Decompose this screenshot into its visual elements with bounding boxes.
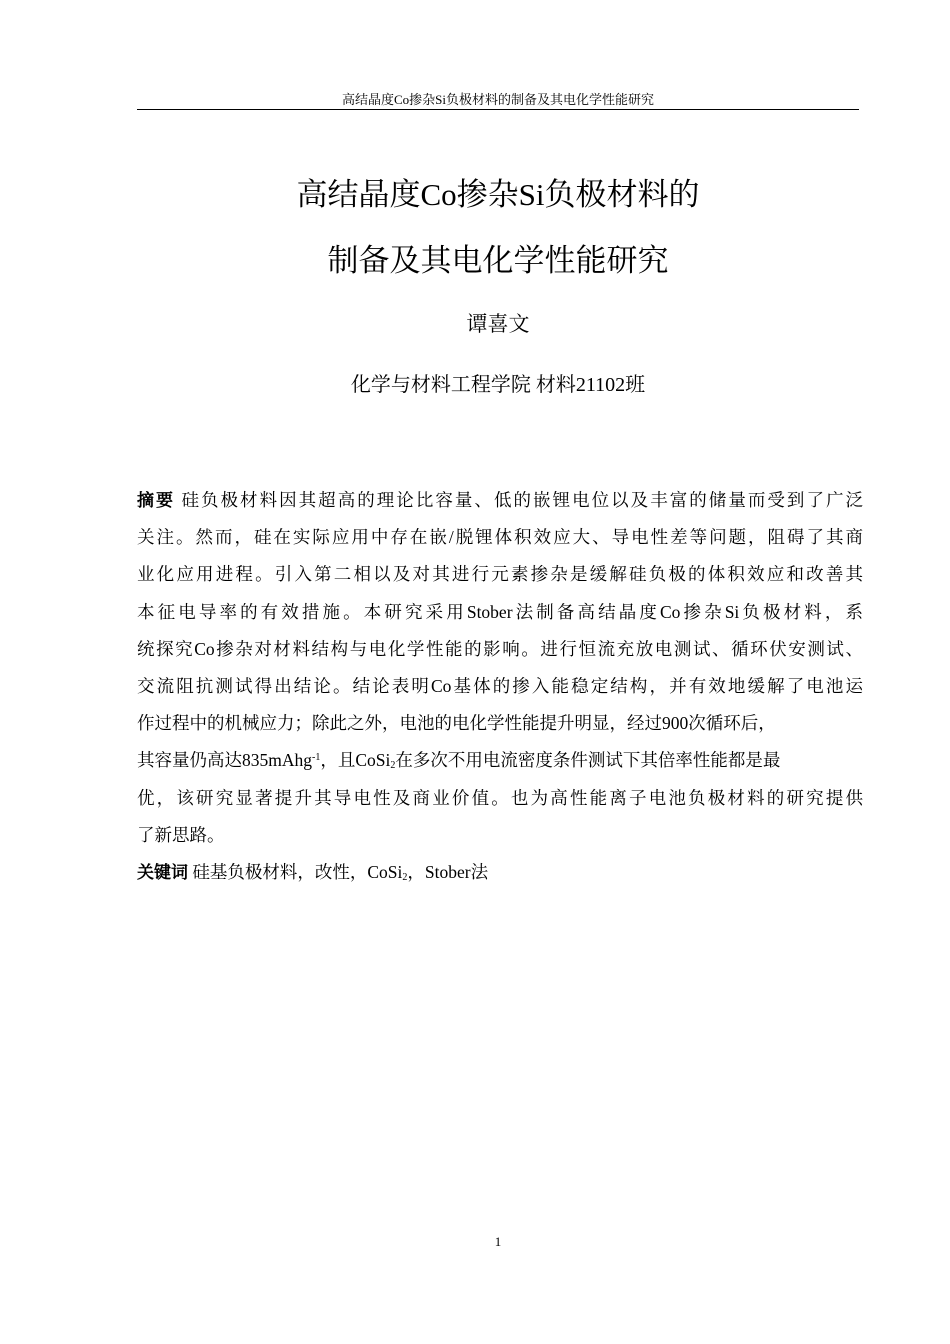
abstract-line: 优，该研究显著提升其导电性及商业价值。也为高性能离子电池负极材料的研究提供 bbox=[137, 787, 863, 808]
abstract-line: 了新思路。 bbox=[137, 824, 225, 845]
author-name: 谭喜文 bbox=[466, 312, 530, 336]
capacity-text: 在多次不用电流密度条件测试下其倍率性能都是最 bbox=[395, 750, 781, 771]
abstract-label: 摘要 bbox=[137, 491, 176, 510]
keywords-label: 关键词 bbox=[137, 862, 188, 882]
abstract-block bbox=[137, 482, 863, 891]
running-header: 高结晶度Co掺杂Si负极材料的制备及其电化学性能研究 bbox=[341, 92, 654, 107]
unit-superscript: -1 bbox=[312, 752, 321, 764]
abstract-line bbox=[137, 742, 863, 779]
keywords-line bbox=[137, 854, 863, 891]
keywords-text: ，Stober法 bbox=[407, 861, 489, 882]
paper-title-line-1: 高结晶度Co掺杂Si负极材料的 bbox=[296, 177, 700, 212]
page-number: 1 bbox=[494, 1234, 502, 1249]
abstract-text: 硅负极材料因其超高的理论比容量、低的嵌锂电位以及丰富的储量而受到了广泛 bbox=[175, 490, 863, 510]
paper-title-line-2: 制备及其电化学性能研究 bbox=[327, 243, 669, 278]
header-rule bbox=[137, 109, 859, 110]
abstract-line: 关注。然而，硅在实际应用中存在嵌/脱锂体积效应大、导电性差等问题，阻碍了其商 bbox=[137, 527, 863, 548]
abstract-line bbox=[137, 482, 863, 519]
abstract-line: 本征电导率的有效措施。本研究采用Stober法制备高结晶度Co掺杂Si负极材料，系 bbox=[137, 601, 863, 622]
capacity-text: 其容量仍高达835mAhg bbox=[137, 750, 312, 771]
keywords-text: 硅基负极材料，改性，CoSi bbox=[188, 861, 403, 882]
abstract-line: 统探究Co掺杂对材料结构与电化学性能的影响。进行恒流充放电测试、循环伏安测试、 bbox=[137, 638, 863, 659]
abstract-line: 作过程中的机械应力；除此之外，电池的电化学性能提升明显，经过900次循环后， bbox=[137, 713, 776, 734]
formula-subscript: 2 bbox=[390, 760, 396, 772]
abstract-line: 业化应用进程。引入第二相以及对其进行元素掺杂是缓解硅负极的体积效应和改善其 bbox=[137, 564, 863, 585]
author-affiliation: 化学与材料工程学院 材料21102班 bbox=[350, 374, 646, 396]
abstract-line: 交流阻抗测试得出结论。结论表明Co基体的掺入能稳定结构，并有效地缓解了电池运 bbox=[137, 675, 863, 696]
capacity-text: ，且CoSi bbox=[320, 750, 391, 771]
formula-subscript: 2 bbox=[402, 871, 408, 883]
